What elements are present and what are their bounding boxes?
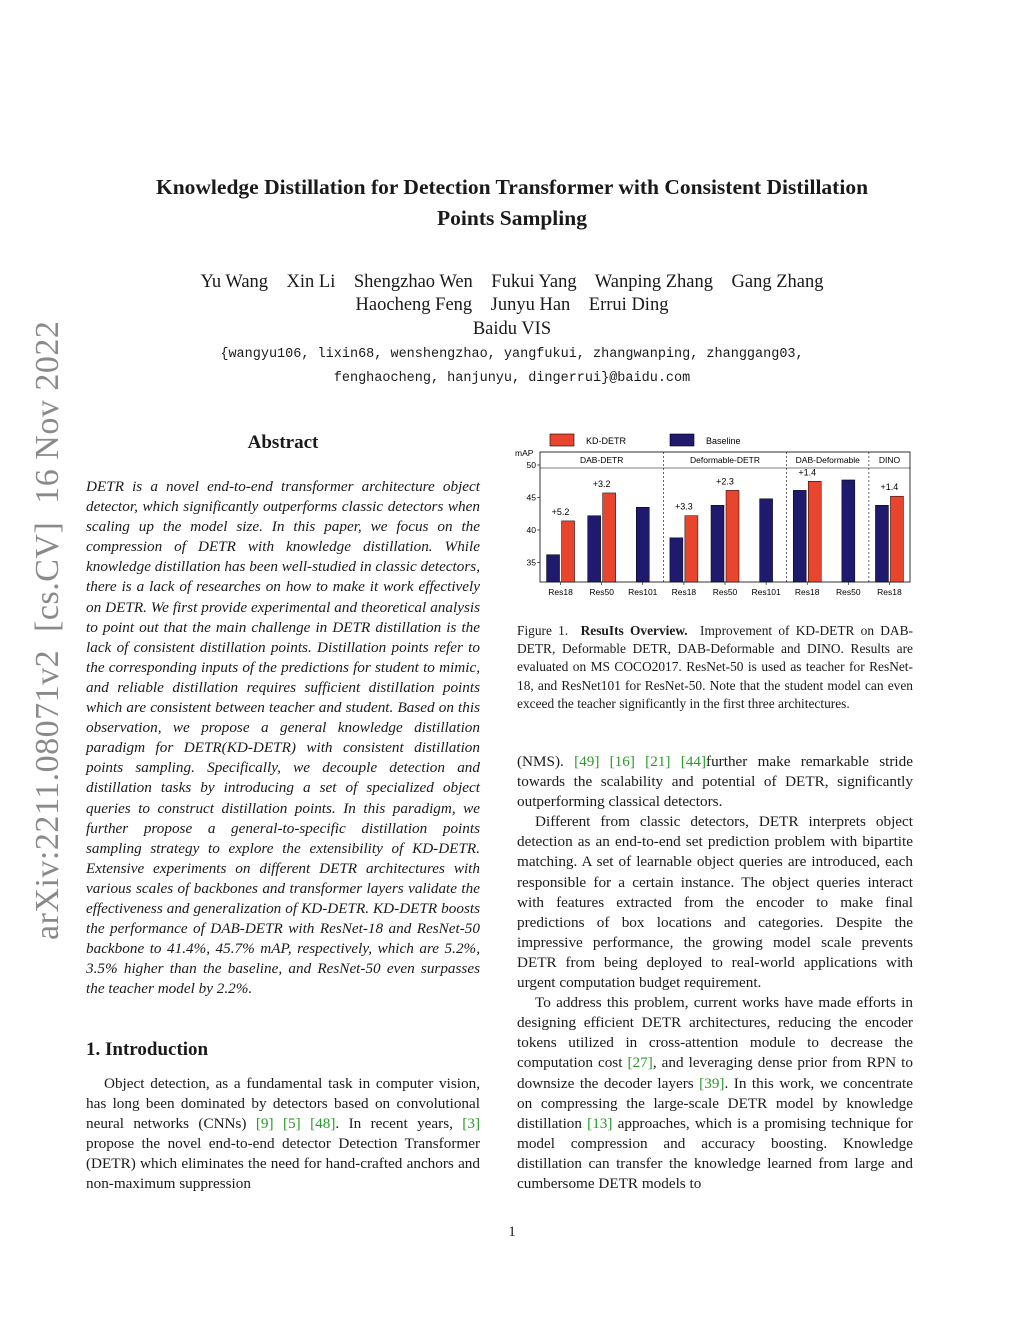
bar-baseline <box>875 505 888 582</box>
introduction-heading: 1. Introduction <box>86 1039 209 1060</box>
title-line-2: Points Sampling <box>437 206 587 230</box>
citation-link[interactable]: [27] <box>627 1054 653 1072</box>
title-line-1: Knowledge Distillation for Detection Transformer with Consistent Distillation <box>155 175 869 199</box>
x-tick-label: Res50 <box>712 587 738 597</box>
figure-1-chart <box>510 430 920 605</box>
citation-link[interactable]: [5] <box>282 1115 301 1133</box>
x-tick-label: Res18 <box>794 587 820 597</box>
x-tick-label: Res18 <box>548 587 573 597</box>
bar-kd <box>603 493 616 582</box>
citation-link[interactable]: [13] <box>587 1114 613 1132</box>
paper-title <box>80 172 944 234</box>
legend-swatch-kd <box>550 434 574 446</box>
introduction-text <box>86 1074 480 1195</box>
y-tick-label: 45 <box>526 492 536 503</box>
y-tick-label: 40 <box>526 525 536 535</box>
bar-kd <box>808 481 821 582</box>
citation-link[interactable]: [49] <box>574 753 600 770</box>
rc-text: approaches, which is a promising technique for model compression and accuracy boosting. Knowledge distillation can transfer the knowledge learned from large and cumbersome DETR models to <box>517 1114 913 1192</box>
y-axis-label: mAP <box>515 448 534 458</box>
intro-paragraph-1 <box>86 1074 480 1195</box>
page-number: 1 <box>508 1224 516 1240</box>
x-tick-label: Res50 <box>836 587 861 597</box>
rc-text: (NMS). <box>517 753 575 770</box>
intro-text-a: Object detection, as a fundamental task in computer vision, has long been dominated by detectors based on convolutional neural networks (CNNs) <box>86 1075 480 1133</box>
y-tick-label: 35 <box>526 557 536 568</box>
citation-link[interactable]: [48] <box>310 1115 336 1133</box>
caption-bold: ResuIts Overview. <box>580 623 688 638</box>
bar-kd <box>562 521 575 582</box>
delta-label: +5.2 <box>551 506 570 517</box>
arxiv-stamp: arXiv:2211.08071v2 [cs.CV] 16 Nov 2022 <box>29 320 66 940</box>
group-label: DAB-Deformable <box>795 455 860 465</box>
delta-label: +2.3 <box>716 476 734 487</box>
bar-baseline <box>588 516 601 582</box>
rc-text: To address this problem, current works have made efforts in designing efficient DETR architectures, reducing the encoder tokens utilized in cross-attention module to decrease the computation cost <box>517 994 913 1072</box>
bar-baseline <box>842 480 855 582</box>
right-column-text <box>517 752 913 1194</box>
group-label: Deformable-DETR <box>690 455 760 465</box>
citation-link[interactable]: [44] <box>680 753 707 770</box>
intro-text-b: . In recent years, <box>335 1115 463 1133</box>
legend-swatch-baseline <box>670 434 694 446</box>
emails-line-2: fenghaocheng, hanjunyu, dingerrui}@baidu.com <box>333 371 691 386</box>
delta-label: +3.2 <box>592 478 611 489</box>
authors-line-1: Yu Wang Xin Li Shengzhao Wen Fukui Yang Wanping Zhang Gang Zhang <box>200 272 824 292</box>
legend-label-baseline: Baseline <box>706 436 741 446</box>
x-tick-label: Res18 <box>877 587 902 597</box>
bar-baseline <box>793 490 806 582</box>
x-tick-label: Res101 <box>628 587 658 597</box>
delta-label: +3.3 <box>674 501 693 512</box>
intro-text-c: propose the novel end-to-end detector Detection Transformer (DETR) which eliminates the need for hand-crafted anchors and non-maximum suppression <box>86 1135 480 1193</box>
delta-label: +1.4 <box>798 467 817 478</box>
right-paragraph-1: Different from classic detectors, DETR interprets object detection as an end-to-end set prediction problem with bipartite matching. A set of learnable object queries are introduced, each responsible for a certain instance. The object queries interact with features extracted from the encoder to make final predictions of box locations and categories. Despite the impressive performance, the growing model scale prevents DETR from being deployed to real-world applications with urgent computation budget requirement. <box>517 813 913 992</box>
abstract-text <box>86 477 480 999</box>
emails-line-1: {wangyu106, lixin68, wenshengzhao, yangfukui, zhangwanping, zhanggang03, <box>220 347 804 362</box>
citation-link[interactable]: [9] <box>255 1115 274 1133</box>
x-tick-label: Res101 <box>751 587 781 597</box>
rc-text: further make remarkable stride towards the scalability and potential of DETR, significantly outperforming classical detectors. <box>517 753 913 811</box>
bar-baseline <box>711 505 724 582</box>
abstract-paragraph: DETR is a novel end-to-end transformer architecture object detector, which significantly outperforms classic detectors when scaling up the model size. In this paper, we focus on the compression of DETR with knowledge distillation. While knowledge distillation has been well-studied in classic detectors, there is a lack of researches on how to make it work effectively on DETR. We first provide experimental and theoretical analysis to point out that the main challenge in DETR distillation is the lack of consistent distillation points. Distillation points refer to the corresponding inputs of the predictions for student to mimic, and reliable distillation requires sufficient distillation points which are consistent between teacher and student. Based on this observation, we propose a general knowledge distillation paradigm for DETR(KD-DETR) with consistent distillation points sampling. Specifically, we decouple detection and distillation tasks by introducing a set of specialized object queries to construct distillation points. In this paradigm, we further propose a general-to-specific distillation points sampling strategy to explore the extensibility of KD-DETR. Extensive experiments on different DETR architectures with various scales of backbones and transformer layers validate the effectiveness and generalization of KD-DETR. KD-DETR boosts the performance of DAB-DETR with ResNet-18 and ResNet-50 backbone to 41.4%, 45.7% mAP, respectively, which are 5.2%, 3.5% higher than the baseline, and ResNet-50 even surpasses the teacher model by 2.2%. <box>86 478 480 998</box>
y-tick-label: 50 <box>526 460 536 470</box>
bar-baseline <box>670 538 683 582</box>
abstract-heading: Abstract <box>247 432 319 453</box>
affiliation: Baidu VIS <box>472 319 552 339</box>
x-tick-label: Res18 <box>671 587 697 597</box>
delta-label: +1.4 <box>880 482 899 493</box>
figure-1-caption <box>517 622 913 713</box>
bar-kd <box>685 516 698 582</box>
citation-link[interactable]: [3] <box>462 1115 481 1133</box>
caption-text: Improvement of KD-DETR on DAB-DETR, Deformable DETR, DAB-Deformable and DINO. Results are evaluated on MS COCO2017. ResNet-50 is used as teacher for ResNet-18, and ResNet101 for ResNet-50. Note that the student model can even exceed the teacher significantly in the first three architectures. <box>517 623 913 711</box>
caption-label: Figure 1. <box>517 623 569 638</box>
bar-baseline <box>760 499 773 582</box>
bar-kd <box>726 490 739 582</box>
rc-text: , and leveraging dense prior from RPN to downsize the decoder layers <box>517 1054 913 1092</box>
authors-line-2: Haocheng Feng Junyu Han Errui Ding <box>355 295 669 315</box>
x-tick-label: Res50 <box>589 587 614 597</box>
group-label: DINO <box>878 455 901 465</box>
citation-link[interactable]: [16] <box>609 753 635 770</box>
bar-baseline <box>636 507 649 582</box>
rc-text: . In this work, we concentrate on compressing the large-scale DETR model by knowledge distillation <box>517 1074 913 1132</box>
group-label: DAB-DETR <box>579 455 624 465</box>
right-paragraph-2 <box>517 993 913 1194</box>
bar-baseline <box>547 555 560 582</box>
bar-kd <box>890 496 903 582</box>
legend-label-kd: KD-DETR <box>586 436 626 446</box>
right-paragraph-0 <box>517 752 913 812</box>
citation-link[interactable]: [39] <box>699 1074 725 1092</box>
citation-link[interactable]: [21] <box>645 753 671 770</box>
